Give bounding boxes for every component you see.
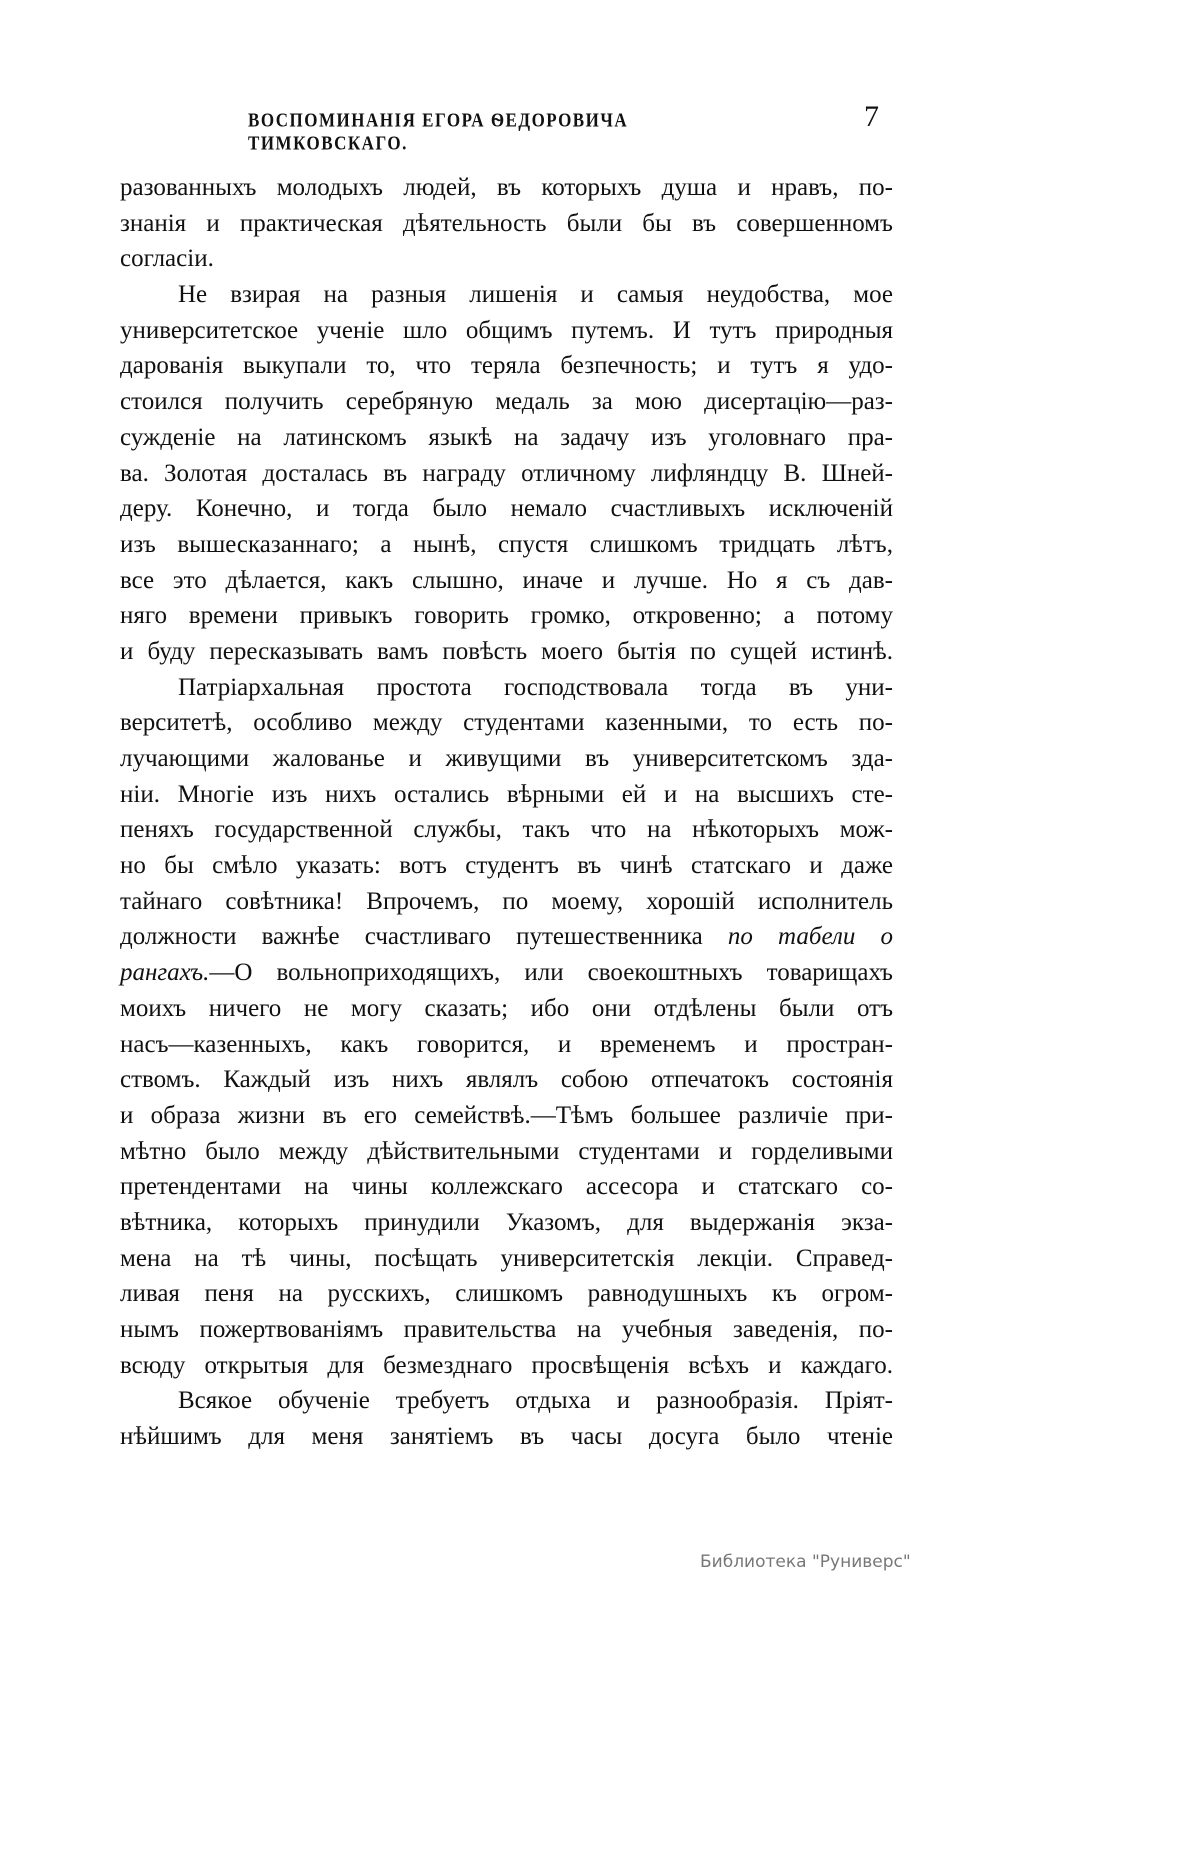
text-line bbox=[120, 955, 893, 991]
library-watermark: Библиотека "Руниверс" bbox=[700, 1552, 911, 1572]
line-text: нымъ пожертвованіямъ правительства на учебныя заведенія, по- bbox=[120, 1316, 893, 1343]
text-line bbox=[120, 777, 893, 813]
text-line bbox=[120, 527, 893, 563]
text-line bbox=[120, 741, 893, 777]
line-text: но бы смѣло указать: вотъ студентъ въ чинѣ статскаго и даже bbox=[120, 852, 893, 880]
italic-text: рангахъ. bbox=[120, 959, 210, 987]
text-line bbox=[120, 170, 893, 206]
text-line bbox=[120, 884, 893, 920]
text-line bbox=[120, 1134, 893, 1170]
text-line bbox=[120, 563, 893, 599]
text-line bbox=[120, 598, 893, 634]
line-text: и образа жизни въ его семействѣ.—Тѣмъ большее различіе при- bbox=[120, 1101, 893, 1129]
text-line bbox=[120, 241, 893, 277]
text-line bbox=[120, 991, 893, 1027]
line-text: тайнаго совѣтника! Впрочемъ, по моему, хорошій исполнитель bbox=[120, 887, 893, 915]
text-line bbox=[120, 384, 893, 420]
text-line bbox=[120, 1383, 893, 1419]
text-line bbox=[120, 1241, 893, 1277]
text-line bbox=[120, 1169, 893, 1205]
line-text: мена на тѣ чины, посѣщать университетскія лекціи. Справед- bbox=[120, 1244, 893, 1272]
line-text: лучающими жалованье и живущими въ университетскомъ зда- bbox=[120, 745, 893, 772]
text-line bbox=[120, 634, 893, 670]
running-head: ВОСПОМИНАНІЯ ЕГОРА ѲЕДОРОВИЧА ТИМКОВСКАГО. bbox=[248, 109, 629, 154]
text-line bbox=[120, 919, 893, 955]
line-text: —О вольноприходящихъ, или своекоштныхъ товарищахъ bbox=[209, 959, 893, 987]
line-text: претендентами на чины коллежскаго ассесора и статскаго со- bbox=[120, 1173, 893, 1201]
text-line bbox=[120, 848, 893, 884]
text-line bbox=[120, 1062, 893, 1098]
text-line bbox=[120, 1348, 893, 1384]
page-number: 7 bbox=[864, 100, 879, 133]
line-text: Всякое обученіе требуетъ отдыха и разнообразія. Пріят- bbox=[178, 1387, 893, 1415]
line-text: дарованія выкупали то, что теряла безпечность; и тутъ я удо- bbox=[120, 352, 893, 380]
line-text: согласіи. bbox=[120, 245, 214, 273]
text-line bbox=[120, 348, 893, 384]
line-text: изъ вышесказаннаго; а нынѣ, спустя слишкомъ тридцать лѣтъ, bbox=[120, 530, 893, 558]
italic-text: по табели о bbox=[727, 923, 894, 951]
line-text: разованныхъ молодыхъ людей, въ которыхъ душа и нравъ, по- bbox=[120, 174, 893, 201]
line-text: все это дѣлается, какъ слышно, иначе и лучше. Но я съ дав- bbox=[120, 566, 893, 594]
line-text: университетское ученіе шло общимъ путемъ. И тутъ природныя bbox=[120, 316, 893, 344]
text-line bbox=[120, 456, 893, 492]
text-line bbox=[120, 277, 893, 313]
text-line bbox=[120, 491, 893, 527]
line-text: ствомъ. Каждый изъ нихъ являлъ собою отпечатокъ состоянія bbox=[120, 1066, 893, 1094]
text-line bbox=[120, 670, 893, 706]
text-line bbox=[120, 1027, 893, 1063]
line-text: мѣтно было между дѣйствительными студентами и горделивыми bbox=[120, 1137, 893, 1165]
line-text: вѣтника, которыхъ принудили Указомъ, для выдержанія экза- bbox=[120, 1208, 893, 1236]
line-text: должности важнѣе счастливаго путешественника bbox=[120, 923, 703, 951]
text-line bbox=[120, 1276, 893, 1312]
line-text: нѣйшимъ для меня занятіемъ въ часы досуга было чтеніе bbox=[120, 1423, 893, 1451]
line-text: насъ—казенныхъ, какъ говорится, и временемъ и простран- bbox=[120, 1030, 893, 1058]
line-text: знанія и практическая дѣятельность были бы въ совершенномъ bbox=[120, 209, 893, 237]
line-text: сужденіе на латинскомъ языкѣ на задачу изъ уголовнаго пра- bbox=[120, 423, 893, 451]
line-text: и буду пересказывать вамъ повѣсть моего бытія по сущей истинѣ. bbox=[120, 637, 893, 665]
text-line bbox=[120, 1205, 893, 1241]
line-text: деру. Конечно, и тогда было немало счастливыхъ исключеній bbox=[120, 495, 893, 523]
line-text: ва. Золотая досталась въ награду отличному лифляндцу В. Шней- bbox=[120, 459, 893, 487]
line-text: пеняхъ государственной службы, такъ что на нѣкоторыхъ мож- bbox=[120, 816, 893, 844]
text-line bbox=[120, 1312, 893, 1348]
line-text: няго времени привыкъ говорить громко, откровенно; а потому bbox=[120, 602, 893, 630]
text-line bbox=[120, 313, 893, 349]
line-text: всюду открытыя для безмезднаго просвѣщенія всѣхъ и каждаго. bbox=[120, 1351, 893, 1379]
line-text: стоился получить серебряную медаль за мою дисертацію—раз- bbox=[120, 388, 893, 416]
line-text: Патріархальная простота господствовала тогда въ уни- bbox=[178, 673, 893, 701]
line-text: верситетѣ, особливо между студентами казенными, то есть по- bbox=[120, 709, 893, 737]
text-line bbox=[120, 1098, 893, 1134]
text-line bbox=[120, 206, 893, 242]
line-text: ливая пеня на русскихъ, слишкомъ равнодушныхъ къ огром- bbox=[120, 1280, 893, 1308]
text-line bbox=[120, 705, 893, 741]
text-line bbox=[120, 1419, 893, 1455]
line-text: Не взирая на разныя лишенія и самыя неудобства, мое bbox=[178, 281, 893, 309]
line-text: моихъ ничего не могу сказать; ибо они отдѣлены были отъ bbox=[120, 994, 893, 1022]
line-text: ніи. Многіе изъ нихъ остались вѣрными ей и на высшихъ сте- bbox=[120, 780, 893, 808]
text-line bbox=[120, 420, 893, 456]
body-text bbox=[120, 170, 893, 1455]
text-line bbox=[120, 812, 893, 848]
